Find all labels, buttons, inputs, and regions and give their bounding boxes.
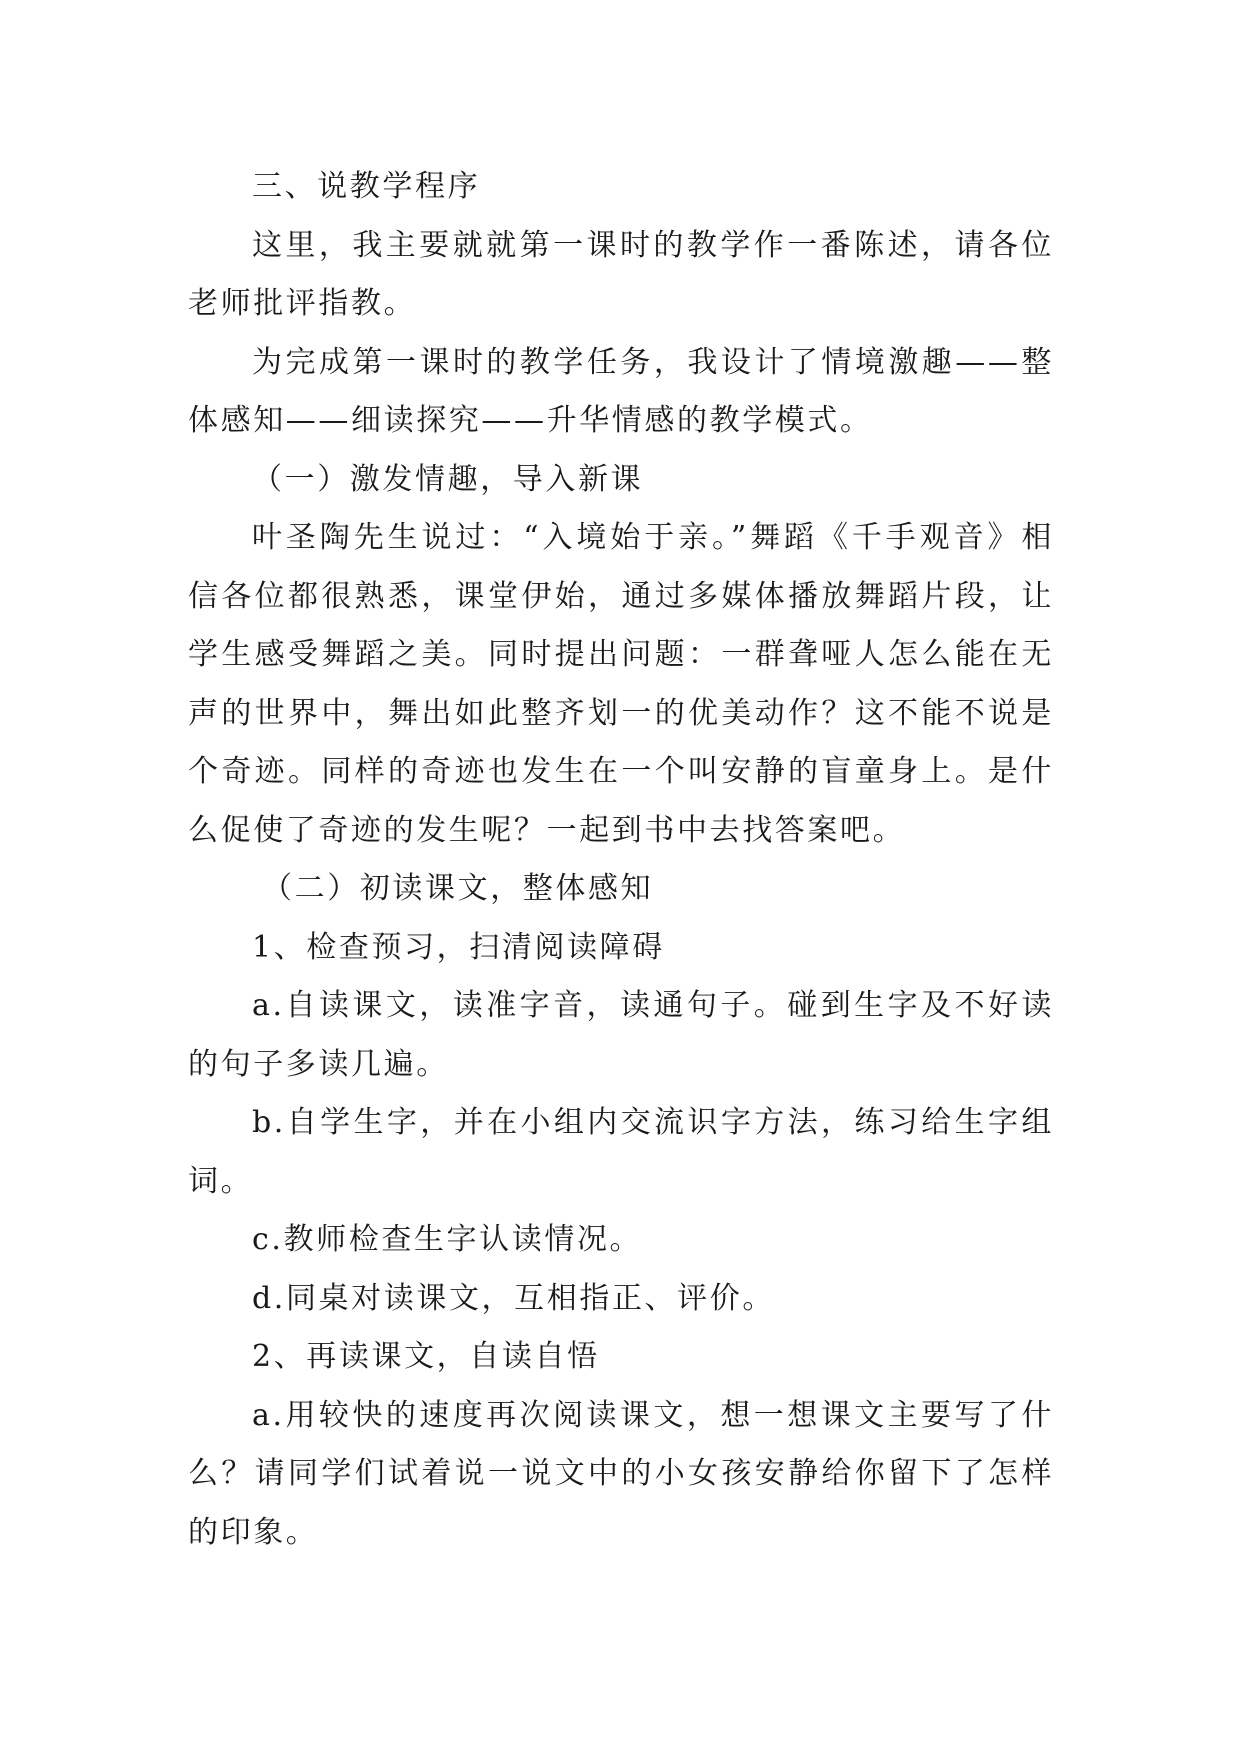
list-item: a.用较快的速度再次阅读课文，想一想课文主要写了什么？请同学们试着说一说文中的小女孩安静给你留下了怎样的印象。: [188, 1397, 1054, 1550]
subsection-heading: （二）初读课文，整体感知: [262, 871, 654, 906]
list-item: a.自读课文，读准字音，读通句子。碰到生字及不好读的句子多读几遍。: [188, 988, 1054, 1082]
list-heading: 1、检查预习，扫清阅读障碍: [252, 929, 665, 965]
section-heading: 三、说教学程序: [252, 169, 481, 204]
list-heading: 2、再读课文，自读自悟: [252, 1339, 600, 1374]
list-item: b.自学生字，并在小组内交流识字方法，练习给生字组词。: [188, 1105, 1054, 1199]
subsection-heading: （一）激发情趣，导入新课: [252, 461, 644, 497]
paragraph: 叶圣陶先生说过：“入境始于亲。”舞蹈《千手观音》相信各位都很熟悉，课堂伊始，通过多媒体播放舞蹈片段，让学生感受舞蹈之美。同时提出问题：一群聋哑人怎么能在无声的世界中，舞出如此整齐划一的优美动作？这不能不说是个奇迹。同样的奇迹也发生在一个叫安静的盲童身上。是什么促使了奇迹的发生呢？一起到书中去找答案吧。: [188, 520, 1054, 848]
paragraph: 为完成第一课时的教学任务，我设计了情境激趣——整体感知——细读探究——升华情感的教学模式。: [188, 344, 1054, 438]
list-item: d.同桌对读课文，互相指正、评价。: [252, 1280, 775, 1316]
document-body: [188, 158, 1054, 1562]
paragraph: 这里，我主要就就第一课时的教学作一番陈述，请各位老师批评指教。: [188, 227, 1054, 321]
list-item: c.教师检查生字认读情况。: [252, 1222, 643, 1257]
